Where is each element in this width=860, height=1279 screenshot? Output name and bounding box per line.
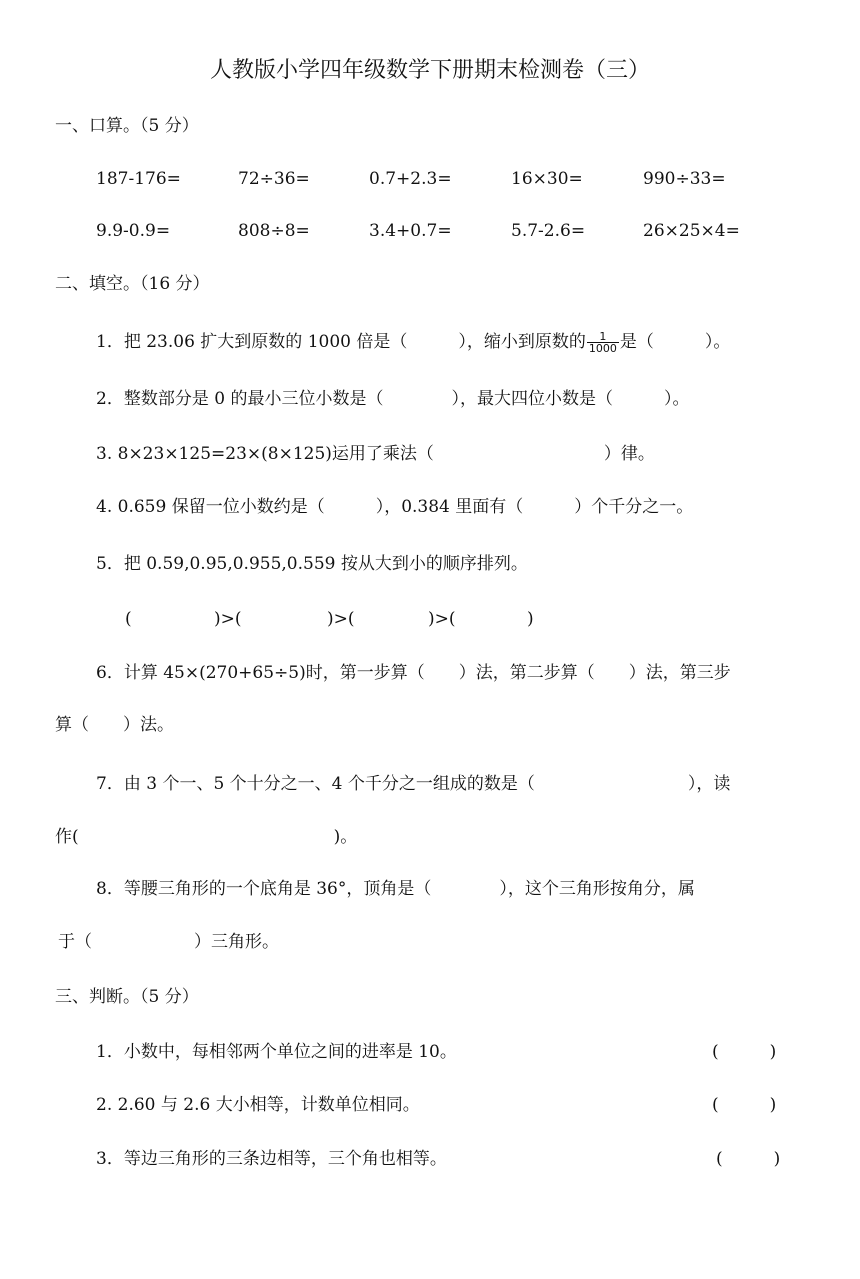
fill-question-3: 3. 8×23×125=23×(8×125)运用了乘法（ ）律。 [96, 444, 655, 464]
fraction-denominator: 1000 [588, 342, 617, 355]
fill-question-8-line1: 8．等腰三角形的一个底角是 36°，顶角是（ ），这个三角形按角分，属 [96, 879, 695, 899]
calc-item: 0.7+2.3= [369, 169, 452, 189]
section1-heading: 一、口算。（5 分） [55, 116, 199, 136]
calc-item: 16×30= [511, 169, 583, 189]
fill-question-6-line1: 6．计算 45×(270+65÷5)时，第一步算（ ）法，第二步算（ ）法，第三步 [96, 663, 731, 683]
section3-heading: 三、判断。（5 分） [55, 987, 199, 1007]
fill-question-6-line2: 算（ ）法。 [55, 715, 174, 735]
calc-item: 9.9-0.9= [96, 221, 171, 241]
order-blank: )>( [428, 609, 456, 629]
fill-question-8-line2: 于（ ）三角形。 [58, 932, 279, 952]
calc-item: 990÷33= [643, 169, 726, 189]
judge-item-1-answer: ( ) [712, 1042, 777, 1062]
fraction-numerator: 1 [599, 330, 607, 343]
fill-question-1 [96, 330, 730, 354]
order-blank: )>( [214, 609, 242, 629]
calc-item: 72÷36= [238, 169, 310, 189]
calc-item: 26×25×4= [643, 221, 740, 241]
order-blank: )>( [327, 609, 355, 629]
calc-item: 187-176= [96, 169, 181, 189]
fill-question-2: 2．整数部分是 0 的最小三位小数是（ ），最大四位小数是（ ）。 [96, 389, 690, 409]
fill-question-7-line1: 7．由 3 个一、5 个十分之一、4 个千分之一组成的数是（ ），读 [96, 774, 731, 794]
calc-item: 5.7-2.6= [511, 221, 586, 241]
judge-item-3-text: 3．等边三角形的三条边相等，三个角也相等。 [96, 1149, 447, 1169]
q1-text-post: 是（ ）。 [619, 332, 731, 352]
calc-item: 3.4+0.7= [369, 221, 452, 241]
judge-item-2-text: 2. 2.60 与 2.6 大小相等，计数单位相同。 [96, 1095, 420, 1115]
page-title: 人教版小学四年级数学下册期末检测卷（三） [209, 58, 650, 83]
judge-item-1-text: 1．小数中，每相邻两个单位之间的进率是 10。 [96, 1042, 457, 1062]
fill-question-7-line2: 作( )。 [55, 827, 358, 847]
judge-item-3-answer: ( ) [716, 1149, 781, 1169]
order-blank: ) [527, 609, 534, 629]
fill-question-5: 5．把 0.59,0.95,0.955,0.559 按从大到小的顺序排列。 [96, 554, 528, 574]
judge-item-2-answer: ( ) [712, 1095, 777, 1115]
order-blank: ( [125, 609, 132, 629]
fill-question-4: 4. 0.659 保留一位小数约是（ ），0.384 里面有（ ）个千分之一。 [96, 497, 694, 517]
q1-text-pre: 1．把 23.06 扩大到原数的 1000 倍是（ ），缩小到原数的 [96, 332, 586, 352]
section2-heading: 二、填空。（16 分） [55, 274, 210, 294]
calc-item: 808÷8= [238, 221, 310, 241]
fraction-one-thousandth [587, 331, 619, 354]
